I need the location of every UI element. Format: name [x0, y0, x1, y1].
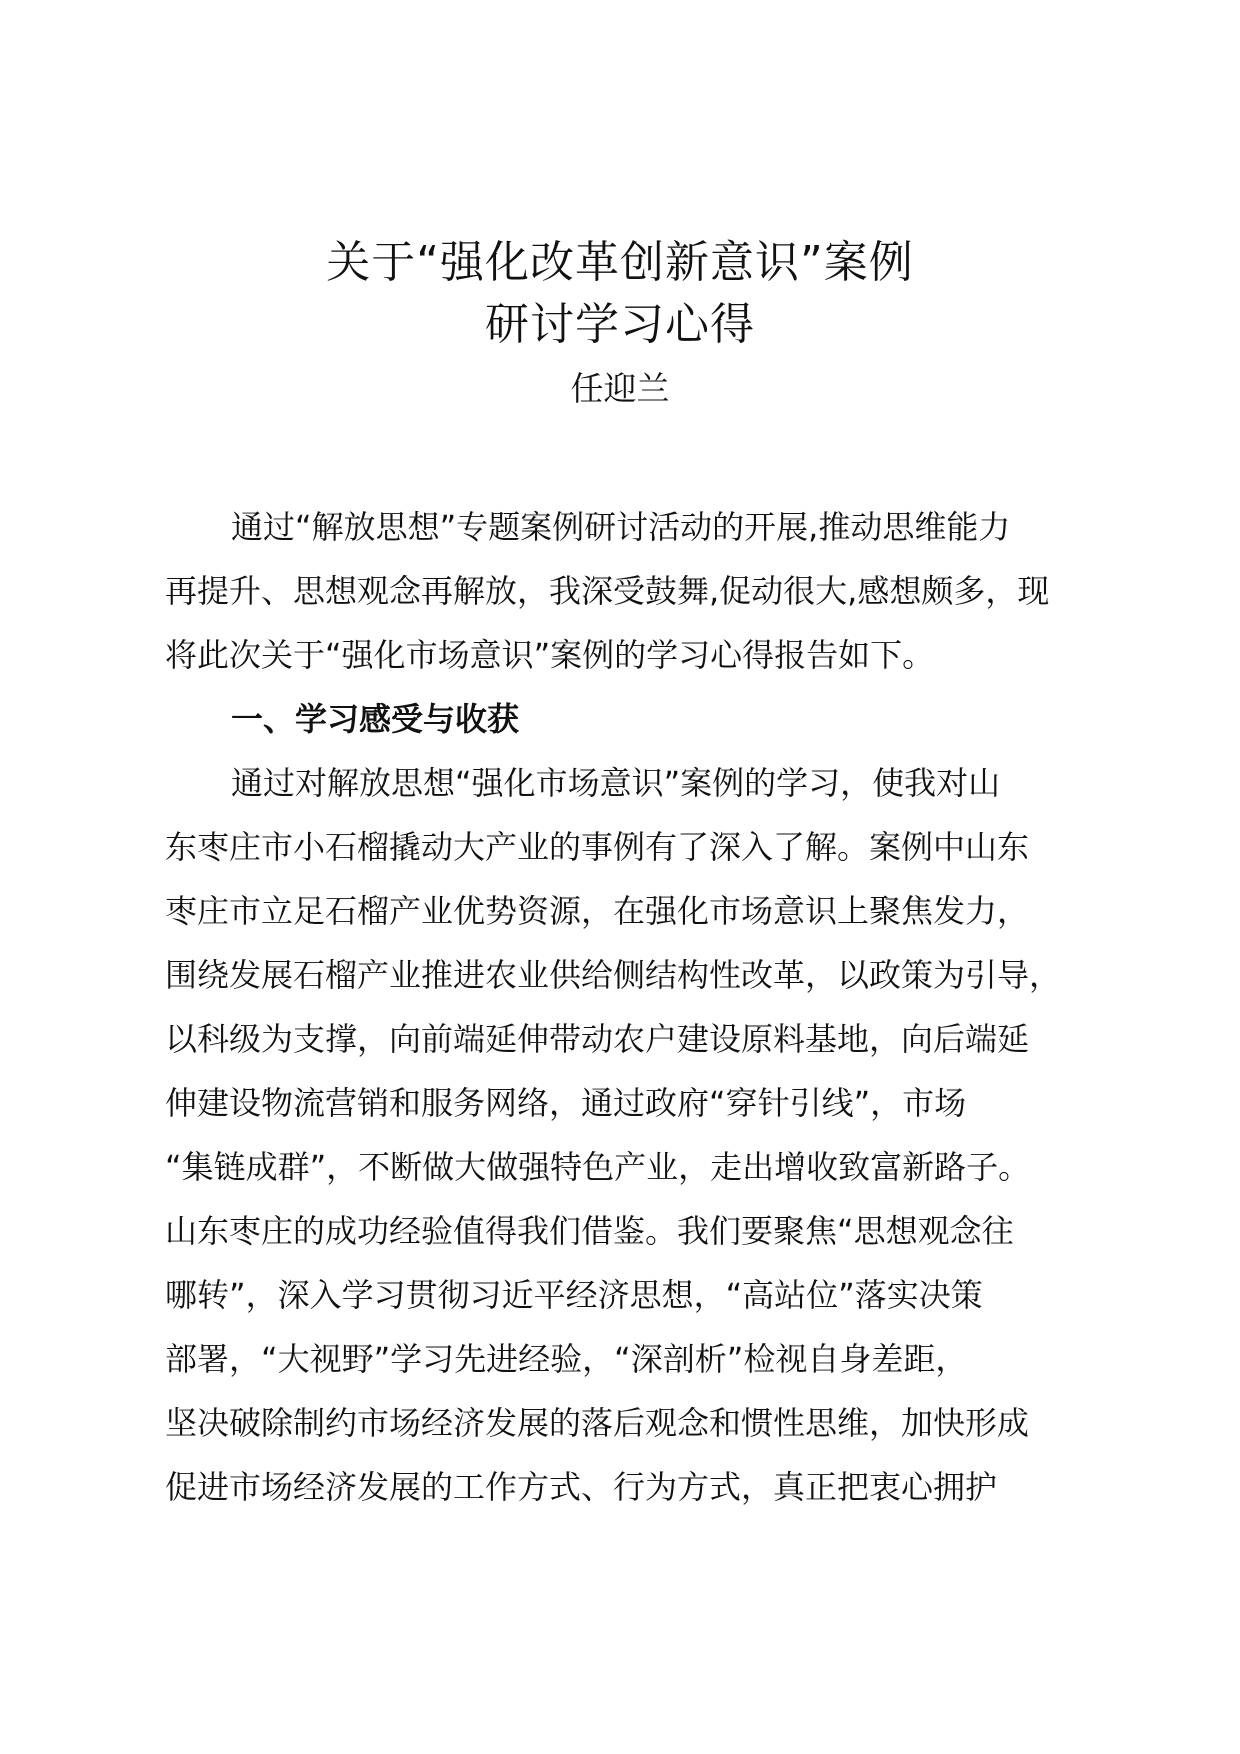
section-line: 促进市场经济发展的工作方式、行为方式，真正把衷心拥护 — [165, 1468, 998, 1506]
section-heading: 一、学习感受与收获 — [231, 700, 520, 738]
section-line: 东枣庄市小石榴撬动大产业的事例有了深入了解。案例中山东 — [165, 828, 1030, 866]
document-title-line-2: 研讨学习心得 — [485, 299, 755, 350]
intro-line: 通过“解放思想”专题案例研讨活动的开展,推动思维能力 — [231, 508, 1011, 546]
section-line: 坚决破除制约市场经济发展的落后观念和惯性思维，加快形成 — [165, 1404, 1030, 1442]
section-line: “集链成群”，不断做大做强特色产业，走出增收致富新路子。 — [165, 1148, 1031, 1186]
document-title-line-1: 关于“强化改革创新意识”案例 — [326, 237, 914, 288]
section-line: 通过对解放思想“强化市场意识”案例的学习，使我对山 — [231, 764, 1001, 802]
title-block — [0, 232, 1240, 414]
section-line: 部署，“大视野”学习先进经验，“深剖析”检视自身差距， — [165, 1340, 968, 1378]
section-line: 枣庄市立足石榴产业优势资源，在强化市场意识上聚焦发力， — [165, 892, 1030, 930]
author-name: 任迎兰 — [570, 369, 670, 408]
section-line: 围绕发展石榴产业推进农业供给侧结构性改革，以政策为引导， — [165, 956, 1062, 994]
document-body — [165, 495, 1077, 1519]
intro-line: 将此次关于“强化市场意识”案例的学习心得报告如下。 — [165, 636, 935, 674]
intro-line: 再提升、思想观念再解放，我深受鼓舞,促动很大,感想颇多，现 — [165, 572, 1050, 610]
section-line: 哪转”，深入学习贯彻习近平经济思想，“高站位”落实决策 — [165, 1276, 983, 1314]
section-line: 山东枣庄的成功经验值得我们借鉴。我们要聚焦“思想观念往 — [165, 1212, 1014, 1250]
section-line: 以科级为支撑，向前端延伸带动农户建设原料基地，向后端延 — [165, 1020, 1030, 1058]
section-line: 伸建设物流营销和服务网络，通过政府“穿针引线”，市场 — [165, 1084, 967, 1122]
